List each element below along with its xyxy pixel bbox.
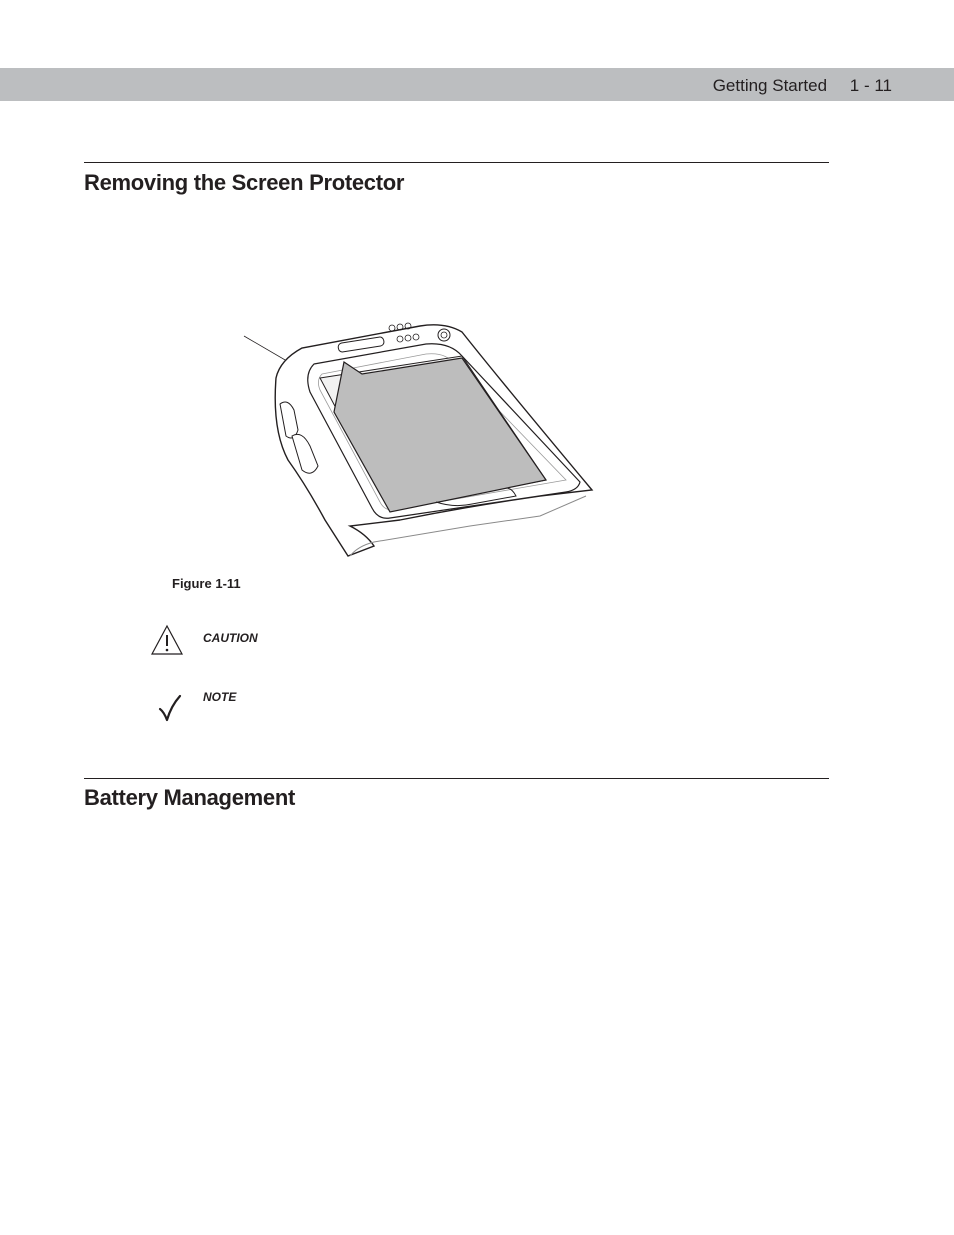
led-icon [389, 325, 395, 331]
section-divider [84, 778, 829, 779]
section-heading-battery-management: Battery Management [84, 785, 295, 810]
section-divider [84, 162, 829, 163]
chapter-title: Getting Started [712, 76, 828, 95]
running-header [0, 68, 954, 101]
section-heading-screen-protector: Removing the Screen Protector [84, 170, 405, 195]
page-number: 1 - 11 [849, 76, 892, 95]
caution-label: CAUTION [203, 631, 258, 645]
device-illustration [240, 320, 600, 560]
warning-triangle-icon [150, 624, 184, 661]
running-header-text [713, 76, 892, 96]
note-label: NOTE [203, 690, 237, 704]
checkmark-icon [156, 694, 182, 729]
device-screen-protector-illustration [240, 320, 600, 560]
figure-caption: Figure 1-11 [172, 576, 241, 591]
